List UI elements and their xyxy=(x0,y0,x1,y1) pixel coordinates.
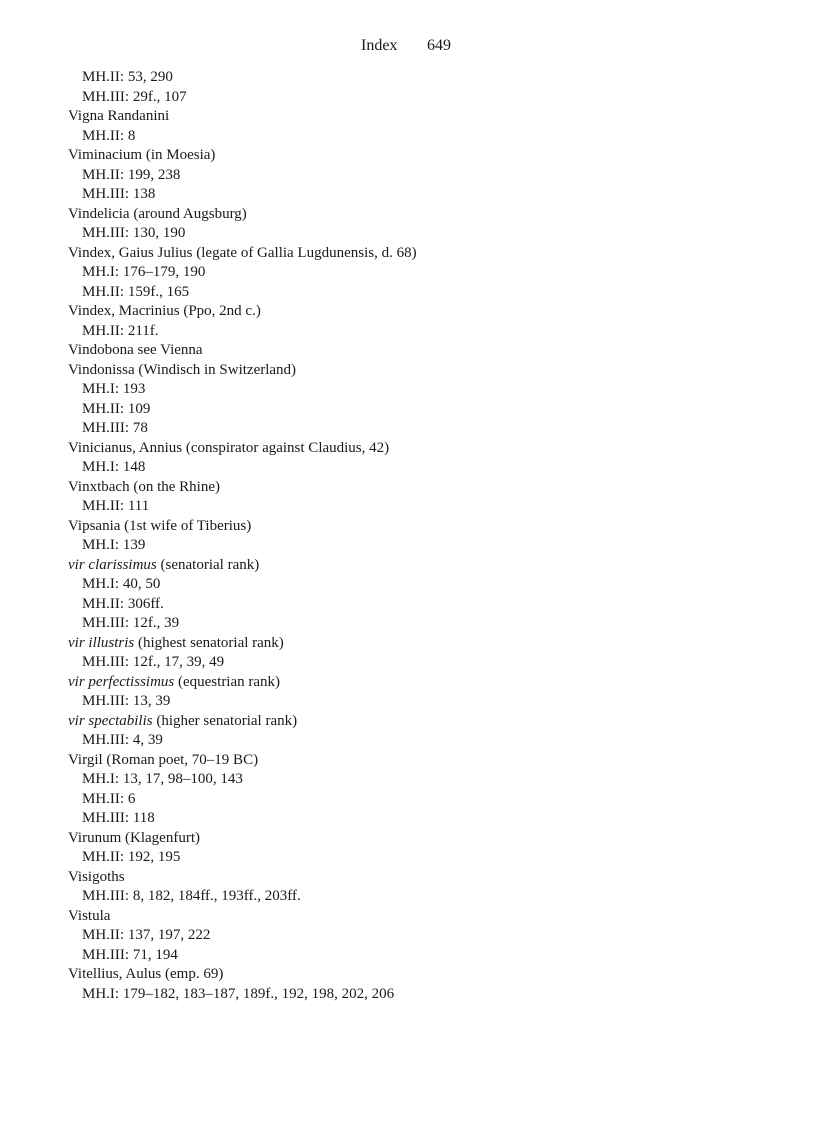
index-entry-text: MH.I: 193 xyxy=(82,381,146,397)
index-subentry xyxy=(68,770,788,790)
index-entry-text: Vindelicia (around Augsburg) xyxy=(68,205,247,222)
index-term-italic: vir clarissimus xyxy=(68,556,157,573)
index-subentry xyxy=(68,263,788,283)
index-heading xyxy=(68,517,788,537)
index-entry-text: Vistula xyxy=(68,907,111,924)
index-subentry xyxy=(68,497,788,517)
index-heading xyxy=(68,712,788,732)
index-heading xyxy=(68,146,788,166)
index-heading xyxy=(68,829,788,849)
index-entry-text: MH.III: 118 xyxy=(82,810,155,826)
index-heading xyxy=(68,751,788,771)
index-heading xyxy=(68,439,788,459)
index-entry-text: MH.III: 12f., 17, 39, 49 xyxy=(82,654,225,670)
index-entry-text: MH.I: 139 xyxy=(82,537,146,553)
index-entry-text: MH.III: 12f., 39 xyxy=(82,615,180,631)
index-entry-text: MH.II: 137, 197, 222 xyxy=(82,927,211,943)
index-entry-text: MH.III: 78 xyxy=(82,420,148,436)
index-entry-text: Vindobona see Vienna xyxy=(68,342,203,358)
index-subentry xyxy=(68,283,788,303)
index-subentry xyxy=(68,985,788,1005)
index-entry-text: MH.I: 179–182, 183–187, 189f., 192, 198, 202, 206 xyxy=(82,985,395,1002)
index-heading xyxy=(68,302,788,322)
index-entry-text: MH.III: 138 xyxy=(82,186,156,202)
index-entry-text: MH.II: 111 xyxy=(82,498,150,514)
index-subentry xyxy=(68,88,788,108)
index-subentry xyxy=(68,166,788,186)
index-subentry xyxy=(68,127,788,147)
index-heading xyxy=(68,341,788,361)
index-entry-text: Vinicianus, Annius (conspirator against Claudius, 42) xyxy=(68,439,390,456)
index-entry-text: MH.III: 71, 194 xyxy=(82,946,178,963)
index-entry-text: MH.I: 148 xyxy=(82,459,146,475)
index-entry-text: Vigna Randanini xyxy=(68,108,170,124)
index-heading xyxy=(68,965,788,985)
index-subentry xyxy=(68,926,788,946)
index-subentry xyxy=(68,380,788,400)
index-entry-text: Visigoths xyxy=(68,868,125,885)
index-entry-text: MH.II: 192, 195 xyxy=(82,849,181,865)
index-entry-list xyxy=(68,68,788,1004)
index-entry-text: Virgil (Roman poet, 70–19 BC) xyxy=(68,751,259,768)
index-subentry xyxy=(68,322,788,342)
index-entry-text: Vindex, Gaius Julius (legate of Gallia Lugdunensis, d. 68) xyxy=(68,244,417,261)
index-entry-text: MH.II: 211f. xyxy=(82,322,159,339)
index-entry-text: Viminacium (in Moesia) xyxy=(68,147,216,163)
index-subentry xyxy=(68,458,788,478)
index-entry-text: MH.III: 130, 190 xyxy=(82,225,186,241)
index-entry-text: MH.II: 159f., 165 xyxy=(82,283,190,300)
index-entry-text: (highest senatorial rank) xyxy=(134,634,284,651)
index-subentry xyxy=(68,536,788,556)
index-entry-text: MH.II: 109 xyxy=(82,400,151,417)
index-subentry xyxy=(68,400,788,420)
index-subentry xyxy=(68,692,788,712)
index-subentry xyxy=(68,185,788,205)
index-heading xyxy=(68,205,788,225)
index-entry-text: Vindonissa (Windisch in Switzerland) xyxy=(68,361,297,378)
index-entry-text: MH.II: 306ff. xyxy=(82,595,164,612)
index-entry-text: (senatorial rank) xyxy=(156,556,260,573)
index-heading xyxy=(68,634,788,654)
index-heading xyxy=(68,107,788,127)
running-head-title: Index xyxy=(361,37,398,54)
index-subentry xyxy=(68,224,788,244)
index-heading xyxy=(68,478,788,498)
index-heading xyxy=(68,868,788,888)
index-entry-text: MH.III: 8, 182, 184ff., 193ff., 203ff. xyxy=(82,888,301,904)
index-subentry xyxy=(68,731,788,751)
index-entry-text: MH.I: 176–179, 190 xyxy=(82,264,206,280)
index-entry-text: (equestrian rank) xyxy=(174,673,281,690)
index-entry-text: Vindex, Macrinius (Ppo, 2nd c.) xyxy=(68,303,261,319)
index-subentry xyxy=(68,887,788,907)
index-term-italic: vir illustris xyxy=(68,634,135,651)
index-entry-text: MH.I: 13, 17, 98–100, 143 xyxy=(82,771,243,787)
index-entry-text: MH.II: 8 xyxy=(82,127,136,144)
index-term-italic: vir perfectissimus xyxy=(68,673,175,690)
index-heading xyxy=(68,556,788,576)
index-entry-text: MH.III: 4, 39 xyxy=(82,732,163,748)
index-heading xyxy=(68,907,788,927)
index-subentry xyxy=(68,653,788,673)
index-heading xyxy=(68,361,788,381)
index-subentry xyxy=(68,946,788,966)
index-entry-text: MH.III: 29f., 107 xyxy=(82,88,187,105)
index-subentry xyxy=(68,790,788,810)
index-subentry xyxy=(68,809,788,829)
index-entry-text: (higher senatorial rank) xyxy=(152,712,298,729)
index-entry-text: MH.II: 53, 290 xyxy=(82,69,173,85)
index-heading xyxy=(68,244,788,264)
index-subentry xyxy=(68,614,788,634)
index-entry-text: Virunum (Klagenfurt) xyxy=(68,829,200,846)
index-entry-text: MH.II: 199, 238 xyxy=(82,166,181,183)
index-entry-text: Vinxtbach (on the Rhine) xyxy=(68,478,220,495)
index-subentry xyxy=(68,848,788,868)
index-heading xyxy=(68,673,788,693)
index-entry-text: MH.II: 6 xyxy=(82,790,136,807)
index-entry-text: Vipsania (1st wife of Tiberius) xyxy=(68,517,252,534)
index-subentry xyxy=(68,575,788,595)
index-subentry xyxy=(68,595,788,615)
page-number: 649 xyxy=(427,37,451,54)
index-entry-text: Vitellius, Aulus (emp. 69) xyxy=(68,966,224,982)
index-term-italic: vir spectabilis xyxy=(68,712,153,729)
index-entry-text: MH.I: 40, 50 xyxy=(82,576,161,592)
index-entry-text: MH.III: 13, 39 xyxy=(82,693,171,709)
index-subentry xyxy=(68,419,788,439)
index-subentry xyxy=(68,68,788,88)
